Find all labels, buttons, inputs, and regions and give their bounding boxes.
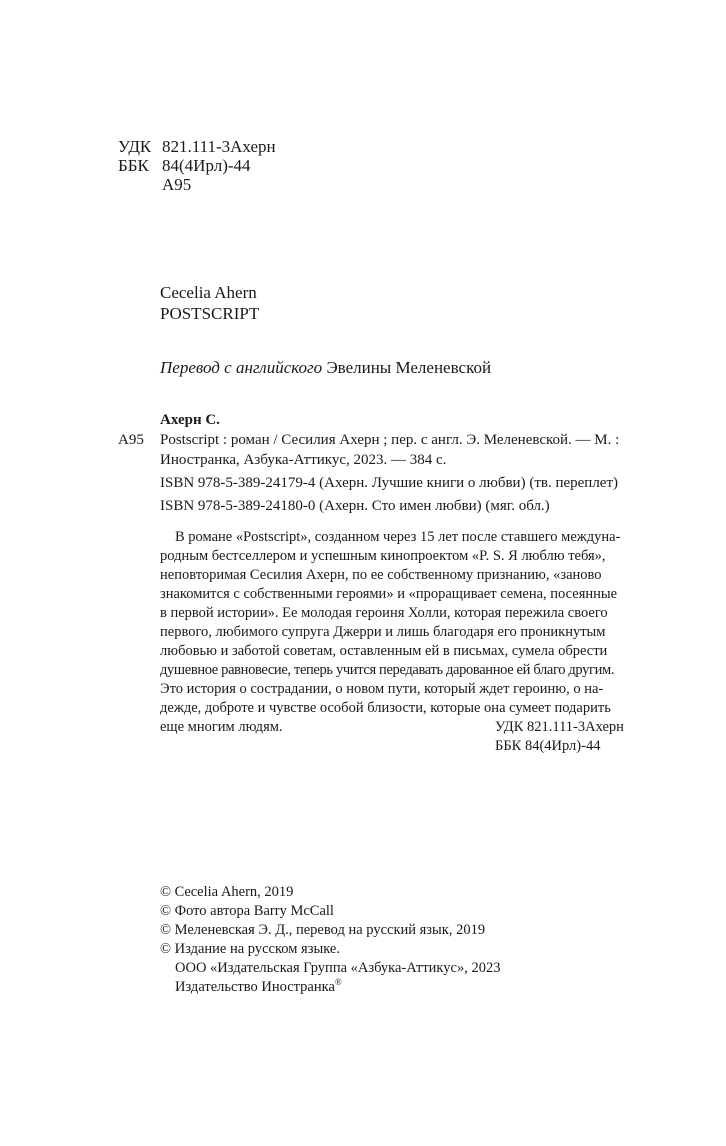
copyright-author: © Cecelia Ahern, 2019 <box>160 884 294 900</box>
translator-name: Эвелины Меленевской <box>326 358 492 377</box>
annotation-line: в первой истории». Ее молодая героиня Холли, которая пережила своего <box>160 605 608 621</box>
bbk-label: ББК <box>118 156 149 175</box>
udk-value: 821.111-3Ахерн <box>162 137 276 156</box>
author-mark-top: А95 <box>162 175 192 194</box>
annotation-line: любовью и заботой советам, оставленным ей в письмах, сумела обрести <box>160 643 608 659</box>
annotation-line: В романе «Postscript», созданном через 15 лет после ставшего междуна- <box>175 529 621 545</box>
copyright-imprint <box>175 978 342 997</box>
bib-line-1: Postscript : роман / Сесилия Ахерн ; пер. с англ. Э. Меленевской. — М. : <box>160 432 620 448</box>
annotation-bbk: ББК 84(4Ирл)-44 <box>495 738 601 754</box>
annotation-line: первого, любимого супруга Джерри и лишь благодаря его проникнутым <box>160 624 606 640</box>
annotation-line: знакомится с собственными героями» и «проращивает семена, посеянные <box>160 586 618 602</box>
annotation-udk: УДК 821.111-3Ахерн <box>495 719 624 735</box>
original-author: Cecelia Ahern <box>160 283 257 302</box>
copyright-edition: © Издание на русском языке. <box>160 941 340 957</box>
bib-line-2: Иностранка, Азбука-Аттикус, 2023. — 384 с. <box>160 452 447 468</box>
imprint-name: Издательство Иностранка <box>175 979 335 995</box>
annotation-line: еще многим людям. <box>160 719 283 735</box>
annotation-line: дежде, доброте и чувстве особой близости, которые она сумеет подарить <box>160 700 611 716</box>
registered-mark: ® <box>334 977 342 988</box>
bib-author-mark: А95 <box>118 432 144 448</box>
copyright-photo: © Фото автора Barry McCall <box>160 903 334 919</box>
annotation-line: неповторимая Сесилия Ахерн, по ее собственному признанию, «заново <box>160 567 602 583</box>
annotation-line: родным бестселлером и успешным кинопроектом «P. S. Я люблю тебя», <box>160 548 606 564</box>
udk-label: УДК <box>118 137 152 156</box>
copyright-translation: © Меленевская Э. Д., перевод на русский язык, 2019 <box>160 922 486 938</box>
translation-prefix: Перевод с английского <box>160 358 323 377</box>
bbk-value: 84(4Ирл)-44 <box>162 156 251 175</box>
original-title: POSTSCRIPT <box>160 304 260 323</box>
copyright-publisher: ООО «Издательская Группа «Азбука-Аттикус», 2023 <box>175 960 501 976</box>
translation-credit <box>160 358 491 378</box>
annotation-line: душевное равновесие, теперь учится передавать дарованное ей благо другим. <box>160 662 615 678</box>
isbn-paperback: ISBN 978-5-389-24180-0 (Ахерн. Сто имен любви) (мяг. обл.) <box>160 498 550 514</box>
isbn-hardcover: ISBN 978-5-389-24179-4 (Ахерн. Лучшие книги о любви) (тв. переплет) <box>160 475 619 491</box>
annotation-line: Это история о сострадании, о новом пути, который ждет героиню, о на- <box>160 681 604 697</box>
bib-heading: Ахерн С. <box>160 412 220 428</box>
